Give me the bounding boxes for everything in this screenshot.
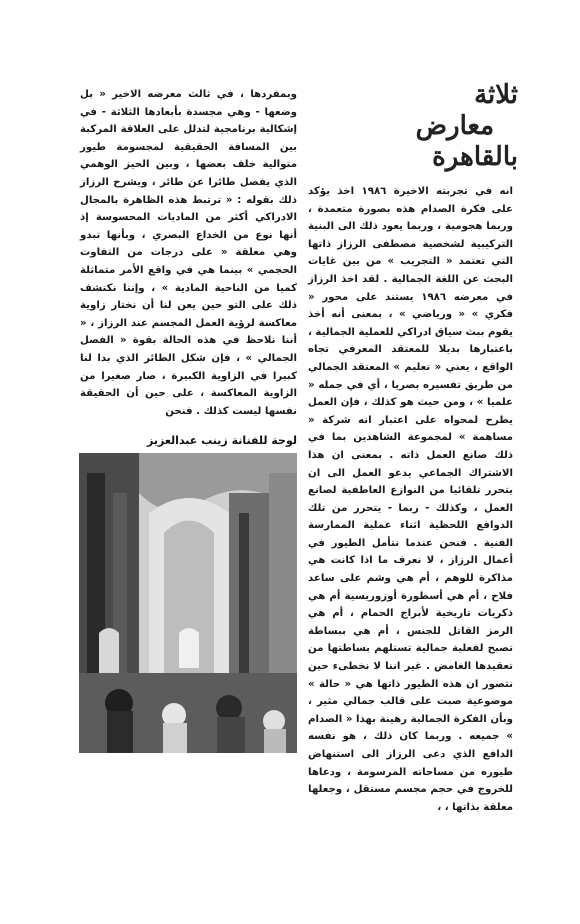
- photo-caption: لوحة للفنانة زينب عبدالعزيز: [147, 434, 297, 447]
- column-paragraph: وبمفردها ، في ثالث معرضه الاخير « بل وضعها - وهي مجسدة بأبعادها الثلاثة - في إشكالية برنامجية لتدلل على العلاقة المركبة بين المسافة الحقيقية لمجسومة طيور متوالية خلف بعضها ، وبين الحيز الوهمي الذي يفصل طائرا عن طائر ، ويشرح الرزاز ذلك بقوله : « ترتبط هذه الظاهرة بالمجال الادراكي أكثر من الماديات المحسوسة إذ أنها نوع من الخداع البصري ، وبأنها تبدو وهي معلقة « على درجات من التفاوت الحجمي » بينما هي في واقع الأمر متماثلة كميا من الناحية المادية » ، وإننا نكتشف ذلك على التو حين يعن لنا أن نختار زاوية معاكسة لرؤية العمل المجسم عند الرزاز ، « أننا نلاحظ في هذه الحالة بقوة « الفصل الجمالي » ، فإن شكل الطائر الذي بدا لنا كبيرا في الزاوية الكبيرة ، صار صغيرا من الزاوية المعاكسة ، على حين أن الحقيقة نفسها ليست كذلك . فنحن: [80, 89, 297, 417]
- column-paragraph: انه في تجربته الاخيرة ١٩٨٦ اخذ يؤكد على فكرة الصدام هذه بصورة متعمدة ، وربما هجومية ، وربما يعود ذلك الى البنية التركيبية لشخصية مصطفى الرزاز ذاتها التي تعتمد « التجريب » من بين غايات البحث عن اللغة الجمالية . لقد اخذ الرزاز في معرضه ١٩٨٦ يستند على محور « فكري » « ورياضي » ، بمعنى أنه أخذ يقوم ببث سياق ادراكي للعملية الجمالية ، باعتبارها بديلا للمعتقد المعرفي تجاه الواقع ، يعني « تعليم » المعتقد الجمالي من طريق تفسيره بصريا ، أي في جمله « علميا » ، ومن حيث هو كذلك ، فإن العمل يطرح لمحواه على اعتبار انه شركة « مساهمة » لمجموعة الشاهدين بما في ذلك صانع العمل ذاته . بمعنى ان هذا الاشتراك الجماعي يدعو العمل الى ان يتحرر تلقائيا من النوازع العاطفية لصانع العمل ، وكذلك - ربما - يتحرر من تلك الدوافع اللحظية اثناء عملية الممارسة الفنية . فنحن عندما نتأمل الطيور في أعمال الرزاز ، لا نعرف ما اذا كانت هي مذاكرة للوهم ، أم هي وشم على ساعد فلاح ، أم هي أسطورة أوزوريسية أم هي ذكريات تاريخية لأبراج الحمام ، أم هي الرمز القاتل للجنس ، أم هي ببساطة تصبح لفعلية جمالية تستلهم بساطتها من تعقيدها الغامض . غير اننا لا نخطىء حين نتصور ان هذه الطيور ذاتها هي « حالة » موضوعية صبت على قالب جمالي مثير ، وبأن الفكرة الجمالية رهينة بهذا « الصدام » جميعه . وربما كان ذلك ، هو نفسه الدافع الذي دعى الرزاز الى استنهاض طيوره من مساحاته المرسومة ، ودعاها للخروج في حجم مجسم مستقل ، وجعلها معلقة بذاتها ، ،: [308, 186, 513, 813]
- headline-line-1: ثلاثة: [474, 80, 518, 110]
- painting-photo: [79, 453, 297, 753]
- article-column-left: [80, 86, 297, 448]
- article-headline: [353, 80, 518, 174]
- headline-line-2: معارض: [415, 111, 494, 142]
- painting-photo-icon: [79, 453, 297, 753]
- headline-line-3: بالقاهرة: [432, 142, 518, 173]
- article-column-right: [308, 183, 513, 813]
